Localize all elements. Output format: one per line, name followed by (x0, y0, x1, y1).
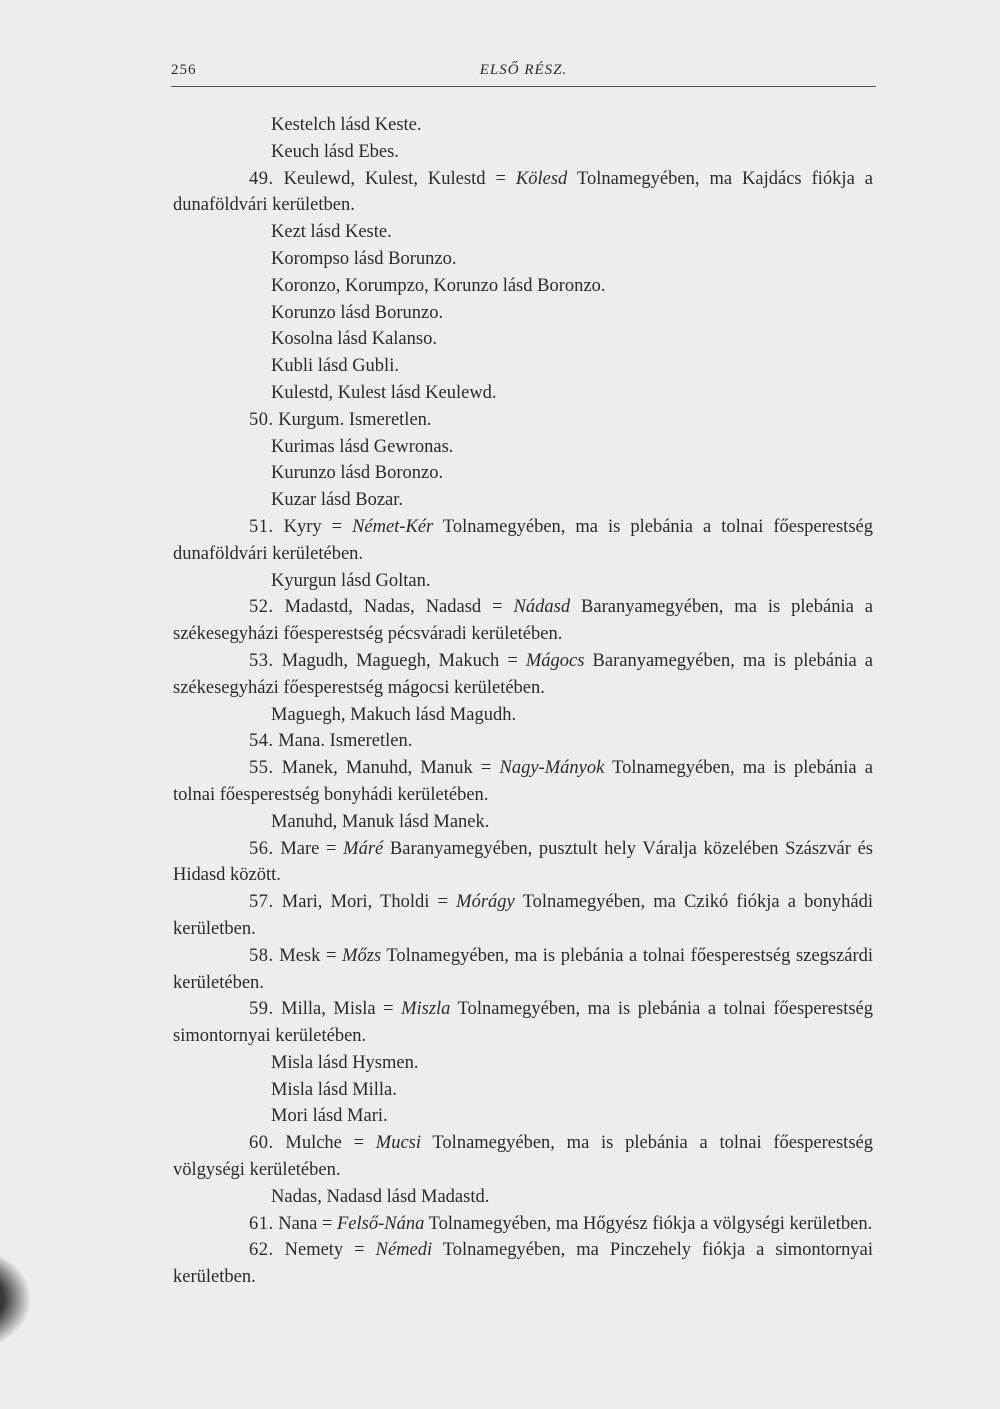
numbered-entry (173, 889, 873, 943)
entry-number: 55. (249, 758, 274, 779)
place-name-modern: Mucsi (375, 1133, 422, 1154)
entry-number: 51. (249, 516, 274, 537)
entry-text: Nana = (273, 1213, 337, 1234)
place-name-modern: Némedi (375, 1240, 433, 1261)
numbered-entry (173, 166, 873, 220)
text-block (173, 112, 873, 1291)
page-header (171, 62, 876, 87)
entry-number: 61. (249, 1213, 274, 1234)
cross-reference (173, 246, 873, 273)
cross-reference (173, 702, 873, 729)
numbered-entry (173, 648, 873, 702)
cross-reference (173, 139, 873, 166)
place-name-modern: Nagy-Mányok (499, 758, 605, 779)
cross-reference (173, 1103, 873, 1130)
cross-reference (173, 353, 873, 380)
numbered-entry (173, 407, 873, 434)
numbered-entry (173, 594, 873, 648)
place-name-modern: Mőzs (342, 945, 382, 966)
entry-text: Tolnamegyében, ma Czikó fiókja a bonyhádi kerületben. (173, 892, 874, 939)
entry-number: 59. (249, 999, 274, 1020)
entry-text: Tolnamegyében, ma is plebánia a tolnai főesperestség szegszárdi kerületében. (173, 945, 873, 993)
entry-number: 52. (249, 597, 274, 618)
numbered-entry (173, 514, 873, 568)
numbered-entry (173, 996, 873, 1050)
entry-text: Tolnamegyében, ma Kajdács fiókja a dunaföldvári kerületben. (173, 168, 873, 216)
entry-text: Mori lásd Mari. (271, 1106, 388, 1127)
numbered-entry (173, 1237, 873, 1291)
place-name-modern: Német-Kér (352, 516, 434, 537)
entry-text: Kestelch lásd Keste. (271, 115, 422, 135)
cross-reference (173, 434, 873, 461)
page-number: 256 (171, 62, 197, 78)
entry-text: Baranyamegyében, pusztult hely Váralja közelében Szászvár és Hidasd között. (173, 838, 873, 886)
entry-text: Keuch lásd Ebes. (271, 141, 399, 162)
numbered-entry (173, 1211, 873, 1238)
numbered-entry (173, 1130, 873, 1184)
entry-number: 60. (249, 1133, 274, 1154)
entry-text: Kosolna lásd Kalanso. (271, 329, 437, 350)
entry-text: Keulewd, Kulest, Kulestd = (273, 168, 516, 189)
entry-text: Manek, Manuhd, Manuk = (273, 758, 500, 779)
entry-text: Misla lásd Hysmen. (271, 1052, 419, 1073)
entry-number: 57. (249, 892, 274, 913)
entry-text: Manuhd, Manuk lásd Manek. (271, 811, 490, 832)
cross-reference (173, 326, 873, 353)
entry-text: Nemety = (273, 1240, 376, 1261)
entry-text: Kuzar lásd Bozar. (271, 490, 404, 511)
place-name-modern: Kölesd (515, 168, 568, 189)
entry-text: Mari, Mori, Tholdi = (273, 892, 457, 913)
entry-text: Madastd, Nadas, Nadasd = (273, 597, 514, 618)
entry-number: 56. (249, 838, 274, 859)
place-name-modern: Felső-Nána (336, 1213, 425, 1234)
entry-text: Tolnamegyében, ma is plebánia a tolnai főesperestség dunaföldvári kerületében. (173, 516, 873, 564)
entry-text: Tolnamegyében, ma Hőgyész fiókja a völgységi kerületben. (424, 1213, 873, 1234)
place-name-modern: Mágocs (525, 650, 585, 671)
cross-reference (173, 300, 873, 327)
numbered-entry (173, 943, 873, 997)
entry-text: Mare = (273, 838, 344, 859)
place-name-modern: Máré (343, 838, 384, 859)
entry-text: Kurimas lásd Gewronas. (271, 436, 454, 457)
numbered-entry (173, 728, 873, 755)
entry-text: Baranyamegyében, ma is plebánia a székesegyházi főesperestség pécsváradi kerületében. (173, 597, 873, 645)
entry-text: Milla, Misla = (273, 999, 402, 1020)
entry-text: Mana. Ismeretlen. (273, 731, 413, 752)
entry-number: 50. (249, 409, 274, 430)
page-edge-shadow (0, 1249, 30, 1349)
entry-text: Kyurgun lásd Goltan. (271, 570, 431, 591)
running-title: ELSŐ RÉSZ. (479, 62, 568, 78)
entry-text: Korompso lásd Borunzo. (271, 248, 457, 269)
entry-text: Maguegh, Makuch lásd Magudh. (271, 704, 517, 725)
entry-number: 54. (249, 731, 274, 752)
entry-text: Nadas, Nadasd lásd Madastd. (271, 1186, 490, 1207)
cross-reference (173, 273, 873, 300)
cross-reference (173, 568, 873, 595)
place-name-modern: Miszla (401, 999, 451, 1020)
entry-text: Mulche = (273, 1133, 376, 1154)
entry-number: 49. (249, 168, 274, 189)
cross-reference (173, 460, 873, 487)
entry-text: Tolnamegyében, ma is plebánia a tolnai főesperestség bonyhádi kerületében. (173, 758, 873, 805)
cross-reference (173, 380, 873, 407)
place-name-modern: Mórágy (456, 892, 515, 913)
entry-text: Tolnamegyében, ma Pinczehely fiókja a simontornyai kerületben. (173, 1240, 874, 1288)
entry-text: Kubli lásd Gubli. (271, 356, 399, 377)
cross-reference (173, 487, 873, 514)
entry-text: Mesk = (273, 945, 343, 966)
entry-text: Kezt lásd Keste. (271, 222, 392, 243)
entry-text: Koronzo, Korumpzo, Korunzo lásd Boronzo. (271, 275, 606, 296)
entry-number: 53. (249, 650, 274, 671)
entry-text: Magudh, Maguegh, Makuch = (273, 650, 526, 671)
cross-reference (173, 1050, 873, 1077)
place-name-modern: Nádasd (513, 597, 571, 618)
entry-text: Kurunzo lásd Boronzo. (271, 463, 444, 484)
entry-text: Korunzo lásd Borunzo. (271, 302, 444, 323)
entry-text: Tolnamegyében, ma is plebánia a tolnai főesperestség simontornyai kerületében. (173, 999, 873, 1047)
entry-number: 62. (249, 1240, 274, 1261)
entry-text: Baranyamegyében, ma is plebánia a székesegyházi főesperestség mágocsi kerületében. (173, 650, 873, 698)
cross-reference (173, 219, 873, 246)
entry-text: Kurgum. Ismeretlen. (273, 409, 432, 430)
numbered-entry (173, 755, 873, 809)
entry-text: Kulestd, Kulest lásd Keulewd. (271, 382, 497, 403)
cross-reference (173, 1184, 873, 1211)
entry-text: Kyry = (273, 516, 353, 537)
entry-text: Misla lásd Milla. (271, 1079, 397, 1100)
numbered-entry (173, 836, 873, 890)
cross-reference (173, 1077, 873, 1104)
entry-number: 58. (249, 945, 274, 966)
cross-reference (173, 112, 873, 139)
entry-text: Tolnamegyében, ma is plebánia a tolnai főesperestség völgységi kerületében. (173, 1133, 873, 1181)
cross-reference (173, 809, 873, 836)
